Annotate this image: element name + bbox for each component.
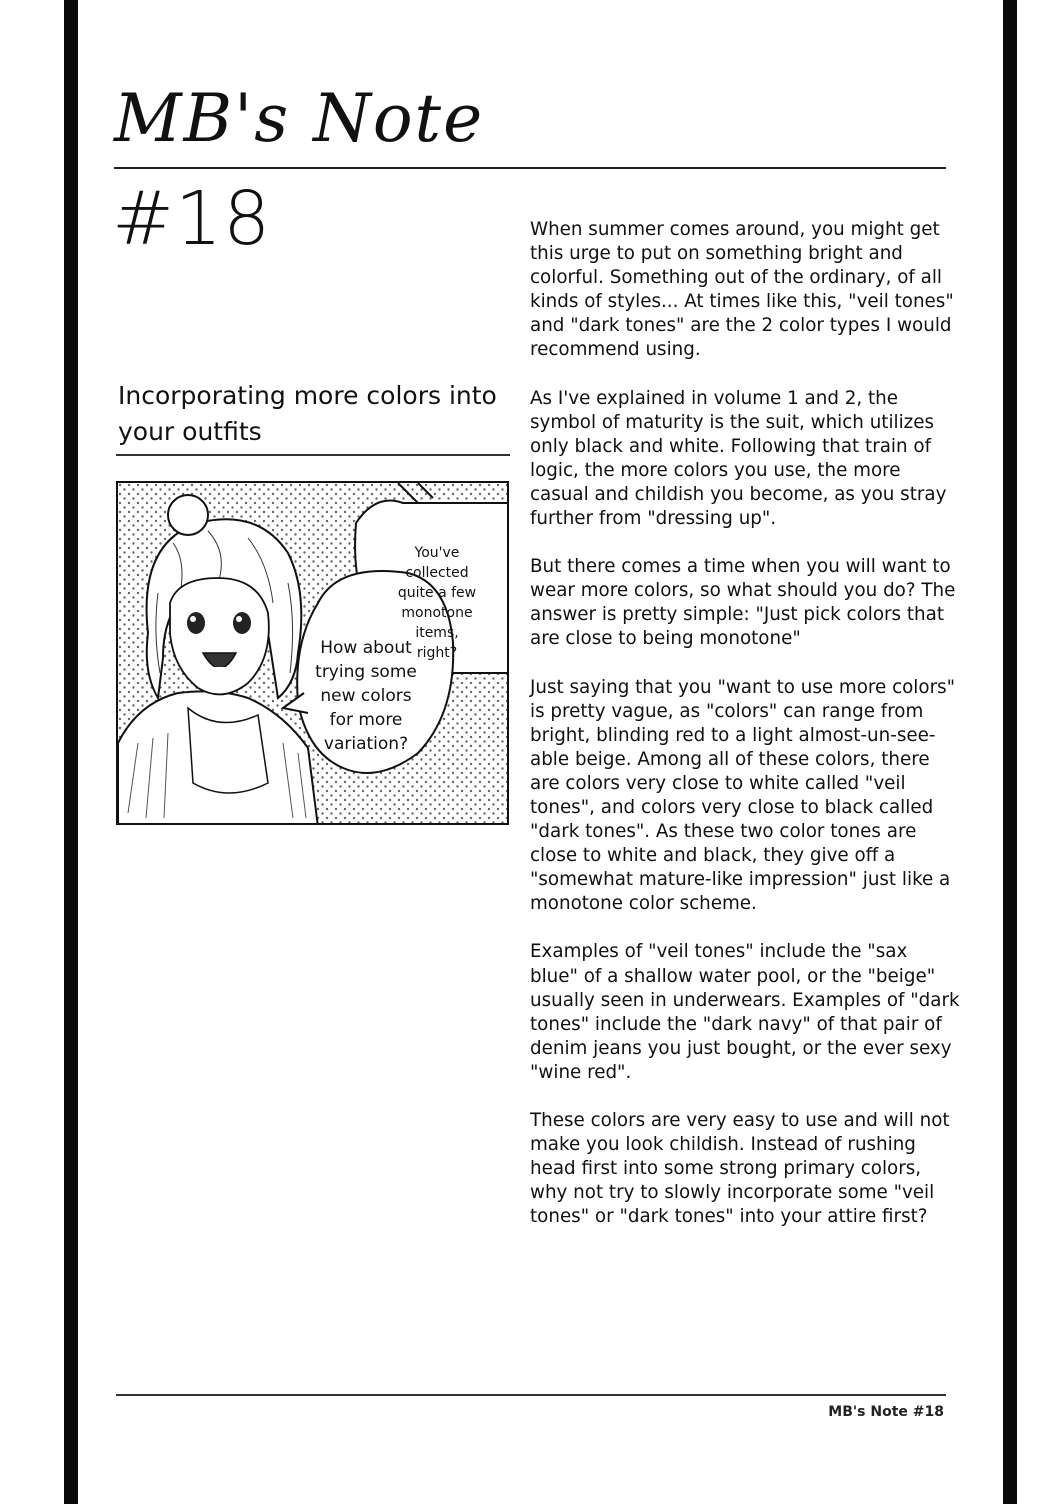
page-title: MB's Note xyxy=(114,80,485,157)
footer-divider xyxy=(116,1394,946,1396)
body-paragraph: Examples of "veil tones" include the "sax blue" of a shallow water pool, or the "beige" usually seen in underwears. Examples of "dark tones" include the "dark navy" of that pair of denim jeans you just bought, or the ever sexy "wine red". xyxy=(530,941,960,1083)
right-border-bar xyxy=(1003,0,1017,1504)
footer-label: MB's Note #18 xyxy=(828,1404,944,1420)
body-paragraph: Just saying that you "want to use more colors" is pretty vague, as "colors" can range from bright, blinding red to a light almost-un-see-able beige. Among all of these colors, there are colors very close to white called "veil tones", and colors very close to black called "dark tones". As these two color tones are close to white and black, they give off a "somewhat mature-like impression" just like a monotone color scheme. xyxy=(530,676,956,915)
body-paragraph: But there comes a time when you will want to wear more colors, so what should you do? The answer is pretty simple: "Just pick colors that are close to being monotone" xyxy=(530,556,956,650)
small-bubble-text: You've collected quite a few monotone items, right? xyxy=(397,545,477,661)
title-divider xyxy=(114,167,946,169)
body-paragraph: When summer comes around, you might get this urge to put on something bright and colorful. Something out of the ordinary, of all kinds of styles... At times like this, "veil tones" and "dark tones" are the 2 color types I would recommend using. xyxy=(530,219,954,361)
left-eye xyxy=(187,612,205,634)
section-heading: Incorporating more colors into your outfits xyxy=(118,381,497,446)
right-eye xyxy=(233,612,251,634)
body-paragraph: As I've explained in volume 1 and 2, the symbol of maturity is the suit, which utilizes only black and white. Following that train of logic, the more colors you use, the more casual and childish you become, as you stray further from "dressing up". xyxy=(530,387,947,530)
large-bubble-text: How about trying some new colors for more variation? xyxy=(315,638,417,754)
left-border-bar xyxy=(64,0,78,1504)
hair-bun xyxy=(168,495,208,535)
heading-divider xyxy=(116,454,510,456)
article-body xyxy=(530,218,960,1253)
body-paragraph: These colors are very easy to use and will not make you look childish. Instead of rushing head first into some strong primary colors, why not try to slowly incorporate some "veil tones" or "dark tones" into your attire first? xyxy=(530,1110,950,1228)
manga-panel xyxy=(116,481,509,825)
note-number: #18 xyxy=(112,176,272,262)
